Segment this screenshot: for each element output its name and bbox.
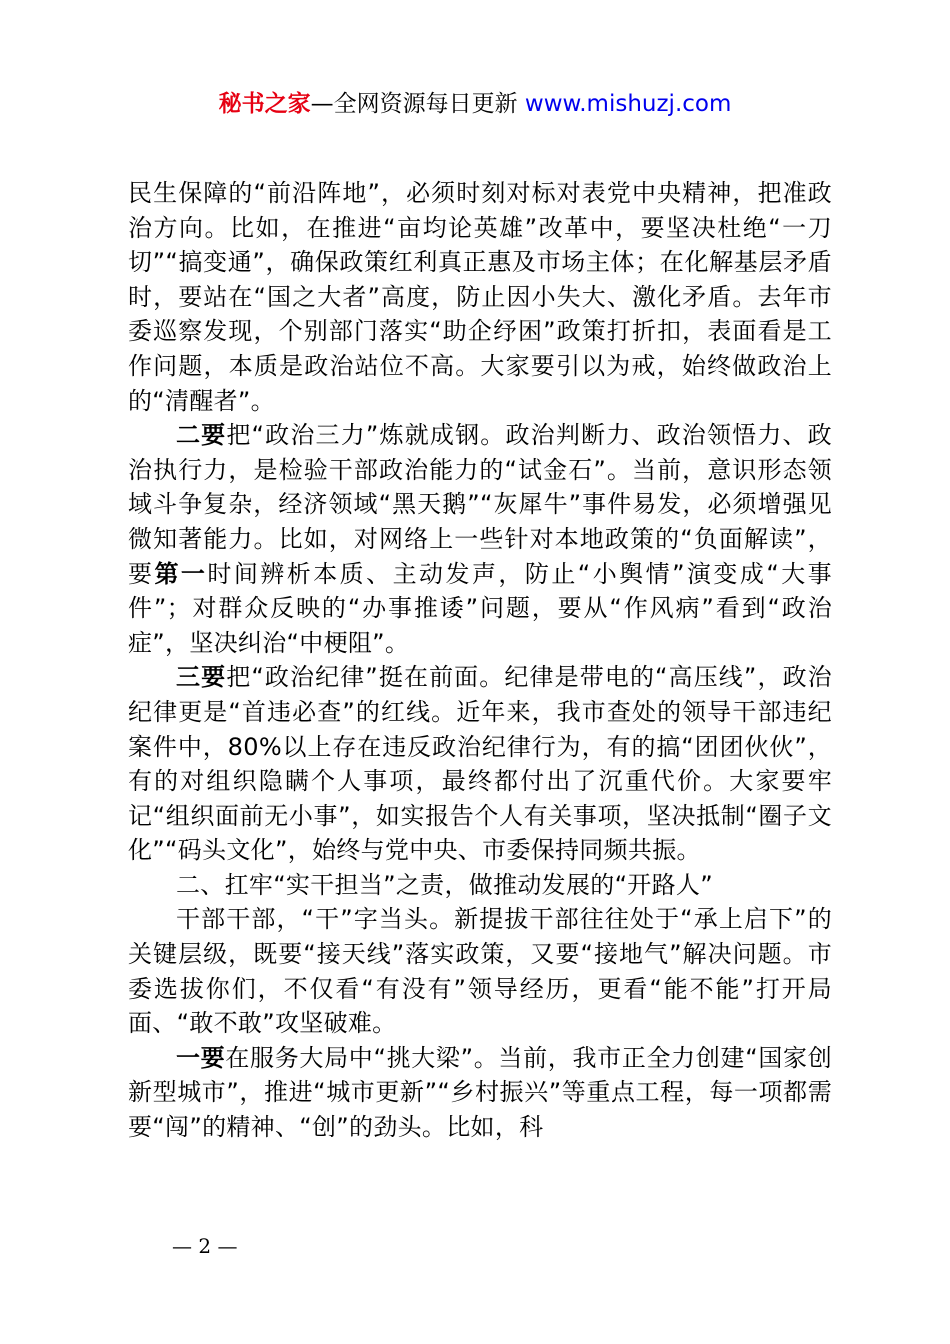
paragraph-text: 把“政治三力”炼就成钢。政治判断力、政治领悟力、政治执行力，是检验干部政治能力的“试金石”。当前，意识形态领域斗争复杂，经济领域“黑天鹅”“灰犀牛”事件易发，必须增强见微知著能力。比如，对网络上一些针对本地政策的“负面解读”，要 xyxy=(128,421,832,588)
paragraph-text: 时间辨析本质、主动发声，防止“小舆情”演变成“大事件”；对群众反映的“办事推诿”问题，要从“作风病”看到“政治症”，坚决纠治“中梗阻”。 xyxy=(128,559,832,657)
paragraph xyxy=(128,418,832,660)
paragraph xyxy=(128,660,832,868)
paragraph-lead: 二要 xyxy=(176,421,227,450)
paragraph-text: 把“政治纪律”挺在前面。纪律是带电的“高压线”，政治纪律更是“首违必查”的红线。近年来，我市查处的领导干部违纪案件中，80%以上存在违反政治纪律行为，有的搞“团团伙伙”，有的对组织隐瞒个人事项，最终都付出了沉重代价。大家要牢记“组织面前无小事”，如实报告个人有关事项，坚决抵制“圈子文化”“码头文化”，始终与党中央、市委保持同频共振。 xyxy=(128,663,832,865)
bold-text: 第一 xyxy=(154,559,208,588)
paragraph-lead: 一要 xyxy=(176,1043,226,1072)
site-header xyxy=(0,88,950,120)
site-url-link[interactable]: www.mishuzj.com xyxy=(524,91,732,117)
header-slogan: —全网资源每日更新 xyxy=(310,91,525,117)
section-heading: 二、扛牢“实干担当”之责，做推动发展的“开路人” xyxy=(176,870,713,899)
page-number: — 2 — xyxy=(172,1234,238,1258)
paragraph-text: 在服务大局中“挑大梁”。当前，我市正全力创建“国家创新型城市”，推进“城市更新”“乡村振兴”等重点工程，每一项都需要“闯”的精神、“创”的劲头。比如，科 xyxy=(128,1043,832,1142)
paragraph-lead: 三要 xyxy=(176,663,227,692)
paragraph xyxy=(128,1041,832,1145)
document-body xyxy=(128,176,832,1145)
brand-name: 秘书之家 xyxy=(218,91,311,117)
paragraph: 干部干部，“干”字当头。新提拔干部往往处于“承上启下”的关键层级，既要“接天线”落实政策，又要“接地气”解决问题。市委选拔你们，不仅看“有没有”领导经历，更看“能不能”打开局面、“敢不敢”攻坚破难。 xyxy=(128,905,832,1038)
paragraph: 民生保障的“前沿阵地”，必须时刻对标对表党中央精神，把准政治方向。比如，在推进“亩均论英雄”改革中，要坚决杜绝“一刀切”“搞变通”，确保政策红利真正惠及市场主体；在化解基层矛盾时，要站在“国之大者”高度，防止因小失大、激化矛盾。去年市委巡察发现，个别部门落实“助企纾困”政策打折扣，表面看是工作问题，本质是政治站位不高。大家要引以为戒，始终做政治上的“清醒者”。 xyxy=(128,179,832,415)
